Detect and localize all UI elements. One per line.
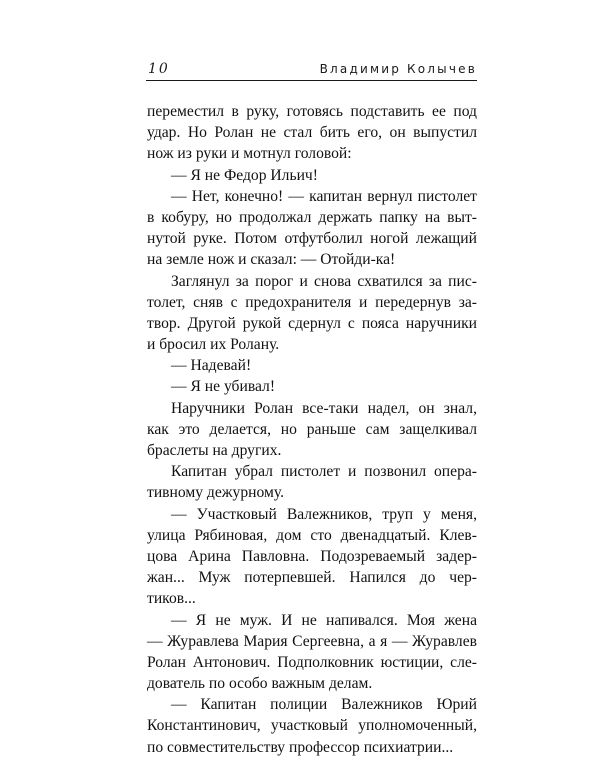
paragraph (147, 165, 477, 186)
text-line: нож из руки и мотнул головой: (147, 145, 352, 163)
text-line: как это делается, но раньше сам защелкивал (147, 420, 477, 438)
text-line: Наручники Ролан все-таки надел, он знал, (171, 399, 477, 417)
text-line: Константинович, участковый уполномоченный, (147, 717, 477, 735)
text-line: — Капитан полиции Валежников Юрий (171, 696, 477, 714)
paragraph (147, 101, 477, 165)
text-line: цова Арина Павловна. Подозреваемый задер- (147, 547, 477, 565)
text-line: и бросил их Ролану. (147, 336, 280, 354)
text-line: — Участковый Валежников, труп у меня, (171, 505, 477, 523)
text-line: — Нет, конечно! — капитан вернул пистолет (171, 187, 477, 205)
text-line: на земле нож и сказал: — Отойди-ка! (147, 251, 396, 269)
paragraph (147, 186, 477, 271)
paragraph (147, 461, 477, 503)
text-line: нутой руке. Потом отфутболил ногой лежащий (147, 230, 477, 248)
text-line: улица Рябиновая, дом сто двенадцатый. Клев- (147, 526, 477, 544)
paragraph (147, 376, 477, 397)
running-title-author: Владимир Колычев (319, 62, 477, 76)
paragraph (147, 355, 477, 376)
text-line: — Я не муж. И не напивался. Моя жена (171, 611, 477, 629)
text-line: переместил в руку, готовясь подставить ее под (147, 103, 477, 120)
text-line: по совместительству профессор психиатрии... (147, 738, 454, 756)
page-number: 10 (148, 61, 170, 77)
text-line: твор. Другой рукой сдернул с пояса наручники (147, 314, 477, 332)
text-line: дователь по особо важным делам. (147, 675, 373, 693)
text-line: — Надевай! (171, 357, 252, 375)
body-text (147, 101, 477, 758)
paragraph (147, 610, 477, 695)
text-line: Капитан убрал пистолет и позвонил опера- (171, 463, 477, 481)
text-line: Ролан Антонович. Подполковник юстиции, сле- (147, 653, 477, 671)
paragraph (147, 694, 477, 758)
paragraph (147, 398, 477, 462)
text-line: удар. Но Ролан не стал бить его, он выпустил (147, 124, 477, 142)
text-line: толет, сняв с предохранителя и передернув за- (147, 293, 477, 311)
paragraph (147, 271, 477, 356)
text-line: тивному дежурному. (147, 484, 285, 502)
text-line: тиков... (147, 590, 196, 608)
text-line: Заглянул за порог и снова схватился за пис- (171, 272, 477, 290)
text-line: браслеты на других. (147, 442, 282, 459)
text-line: — Журавлева Мария Сергеевна, а я — Журавлев (147, 632, 477, 650)
running-head (146, 58, 477, 81)
text-line: в кобуру, но продолжал держать папку на выт- (147, 208, 477, 226)
text-line: — Я не убивал! (171, 378, 276, 396)
text-line: жан... Муж потерпевшей. Напился до чер- (147, 569, 477, 587)
paragraph (147, 504, 477, 610)
text-line: — Я не Федор Ильич! (171, 166, 318, 184)
